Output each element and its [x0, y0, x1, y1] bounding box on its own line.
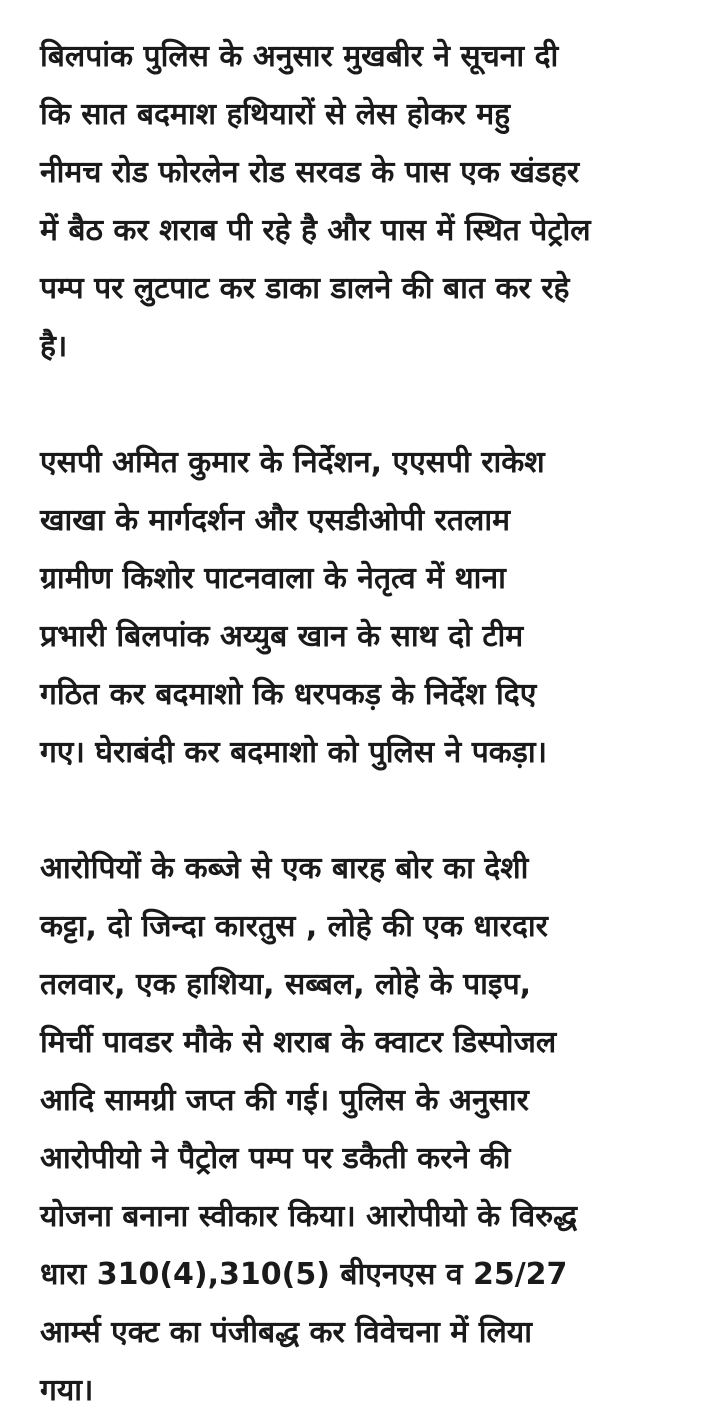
paragraph-police-team [40, 434, 700, 782]
text-line: गया। [40, 1373, 94, 1408]
text-line: गठित कर बदमाशो कि धरपकड़ के निर्देश दिए [40, 677, 537, 712]
text-line: में बैठ कर शराब पी रहे है और पास में स्थित पेट्रोल [40, 213, 591, 248]
text-line: कट्टा, दो जिन्दा कारतुस , लोहे की एक धारदार [40, 909, 548, 944]
article-body [40, 28, 700, 1420]
text-line: है। [40, 329, 68, 364]
text-line: आरोपियों के कब्जे से एक बारह बोर का देशी [40, 851, 529, 886]
paragraph-seized-items [40, 840, 700, 1420]
text-line: आर्म्स एक्ट का पंजीबद्ध कर विवेचना में लिया [40, 1315, 532, 1350]
text-line: पम्प पर लुटपाट कर डाका डालने की बात कर रहे [40, 271, 570, 306]
text-line: गए। घेराबंदी कर बदमाशो को पुलिस ने पकड़ा। [40, 735, 547, 770]
text-line: योजना बनाना स्वीकार किया। आरोपीयो के विरुद्ध [40, 1199, 578, 1234]
text-line: कि सात बदमाश हथियारों से लेस होकर महु [40, 97, 511, 132]
text-line: खाखा के मार्गदर्शन और एसडीओपी रतलाम [40, 503, 511, 538]
text-line: मिर्ची पावडर मौके से शराब के क्वाटर डिस्पोजल [40, 1025, 557, 1060]
text-line: धारा 310(4),310(5) बीएनएस व 25/27 [40, 1257, 568, 1292]
text-line: आदि सामग्री जप्त की गई। पुलिस के अनुसार [40, 1083, 529, 1118]
text-line: प्रभारी बिलपांक अय्युब खान के साथ दो टीम [40, 619, 524, 654]
text-line: बिलपांक पुलिस के अनुसार मुखबीर ने सूचना दी [40, 39, 559, 74]
text-line: एसपी अमित कुमार के निर्देशन, एएसपी राकेश [40, 445, 545, 480]
paragraph-informer-report [40, 28, 700, 376]
text-line: ग्रामीण किशोर पाटनवाला के नेतृत्व में थाना [40, 561, 506, 596]
paragraph-gap [40, 782, 700, 840]
text-line: आरोपीयो ने पैट्रोल पम्प पर डकैती करने की [40, 1141, 511, 1176]
text-line: तलवार, एक हाशिया, सब्बल, लोहे के पाइप, [40, 967, 532, 1002]
paragraph-gap [40, 376, 700, 434]
text-line: नीमच रोड फोरलेन रोड सरवड के पास एक खंडहर [40, 155, 580, 190]
